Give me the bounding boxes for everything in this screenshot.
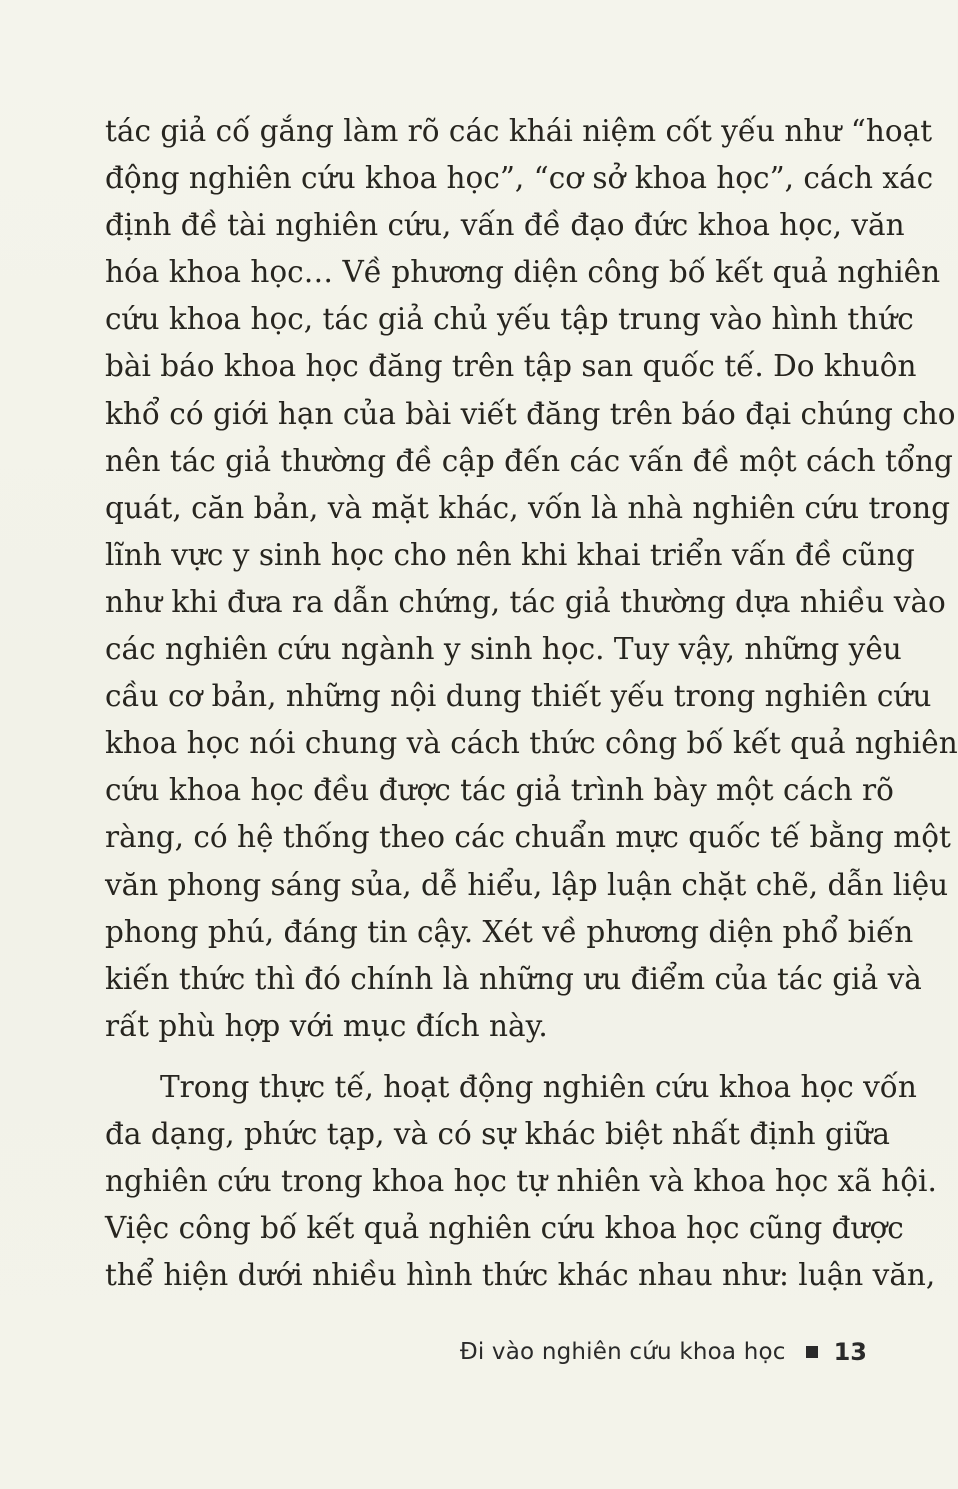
- square-bullet-icon: [806, 1346, 818, 1358]
- text-line: văn phong sáng sủa, dễ hiểu, lập luận chặt chẽ, dẫn liệu: [105, 867, 949, 902]
- text-line: khoa học nói chung và cách thức công bố kết quả nghiên: [105, 726, 958, 761]
- text-line: phong phú, đáng tin cậy. Xét về phương diện phổ biến: [105, 914, 914, 949]
- body-text: [105, 108, 958, 1299]
- paragraph-1: [105, 108, 958, 1050]
- page-number: 13: [833, 1338, 867, 1366]
- text-line: lĩnh vực y sinh học cho nên khi khai triển vấn đề cũng: [105, 537, 915, 572]
- text-line: tác giả cố gắng làm rõ các khái niệm cốt yếu như “hoạt: [105, 114, 933, 148]
- running-title: Đi vào nghiên cứu khoa học: [459, 1339, 786, 1365]
- text-line: thể hiện dưới nhiều hình thức khác nhau như: luận văn,: [105, 1258, 936, 1293]
- text-line: cứu khoa học đều được tác giả trình bày một cách rõ: [105, 773, 894, 808]
- page-footer: [460, 1328, 867, 1376]
- text-line: quát, căn bản, và mặt khác, vốn là nhà nghiên cứu trong: [105, 490, 951, 525]
- text-line: đa dạng, phức tạp, và có sự khác biệt nhất định giữa: [105, 1116, 890, 1151]
- text-line: bài báo khoa học đăng trên tập san quốc tế. Do khuôn: [105, 349, 917, 384]
- text-line: hóa khoa học… Về phương diện công bố kết quả nghiên: [105, 255, 941, 290]
- text-line: nên tác giả thường đề cập đến các vấn đề một cách tổng: [105, 443, 953, 478]
- text-line: Trong thực tế, hoạt động nghiên cứu khoa học vốn: [160, 1069, 917, 1104]
- text-line: động nghiên cứu khoa học”, “cơ sở khoa học”, cách xác: [105, 161, 934, 196]
- text-line: cầu cơ bản, những nội dung thiết yếu trong nghiên cứu: [105, 679, 932, 714]
- text-line: các nghiên cứu ngành y sinh học. Tuy vậy, những yêu: [105, 632, 902, 667]
- text-line: khổ có giới hạn của bài viết đăng trên báo đại chúng cho: [105, 396, 956, 431]
- text-line: Việc công bố kết quả nghiên cứu khoa học cũng được: [105, 1211, 904, 1246]
- text-line: rất phù hợp với mục đích này.: [105, 1008, 548, 1043]
- text-line: định đề tài nghiên cứu, vấn đề đạo đức khoa học, văn: [105, 208, 905, 243]
- paragraph-2: [105, 1064, 937, 1299]
- text-line: nghiên cứu trong khoa học tự nhiên và khoa học xã hội.: [105, 1164, 937, 1199]
- text-line: ràng, có hệ thống theo các chuẩn mực quốc tế bằng một: [105, 820, 951, 855]
- text-line: cứu khoa học, tác giả chủ yếu tập trung vào hình thức: [105, 302, 914, 337]
- text-line: kiến thức thì đó chính là những ưu điểm của tác giả và: [105, 961, 922, 996]
- text-line: như khi đưa ra dẫn chứng, tác giả thường dựa nhiều vào: [105, 584, 946, 619]
